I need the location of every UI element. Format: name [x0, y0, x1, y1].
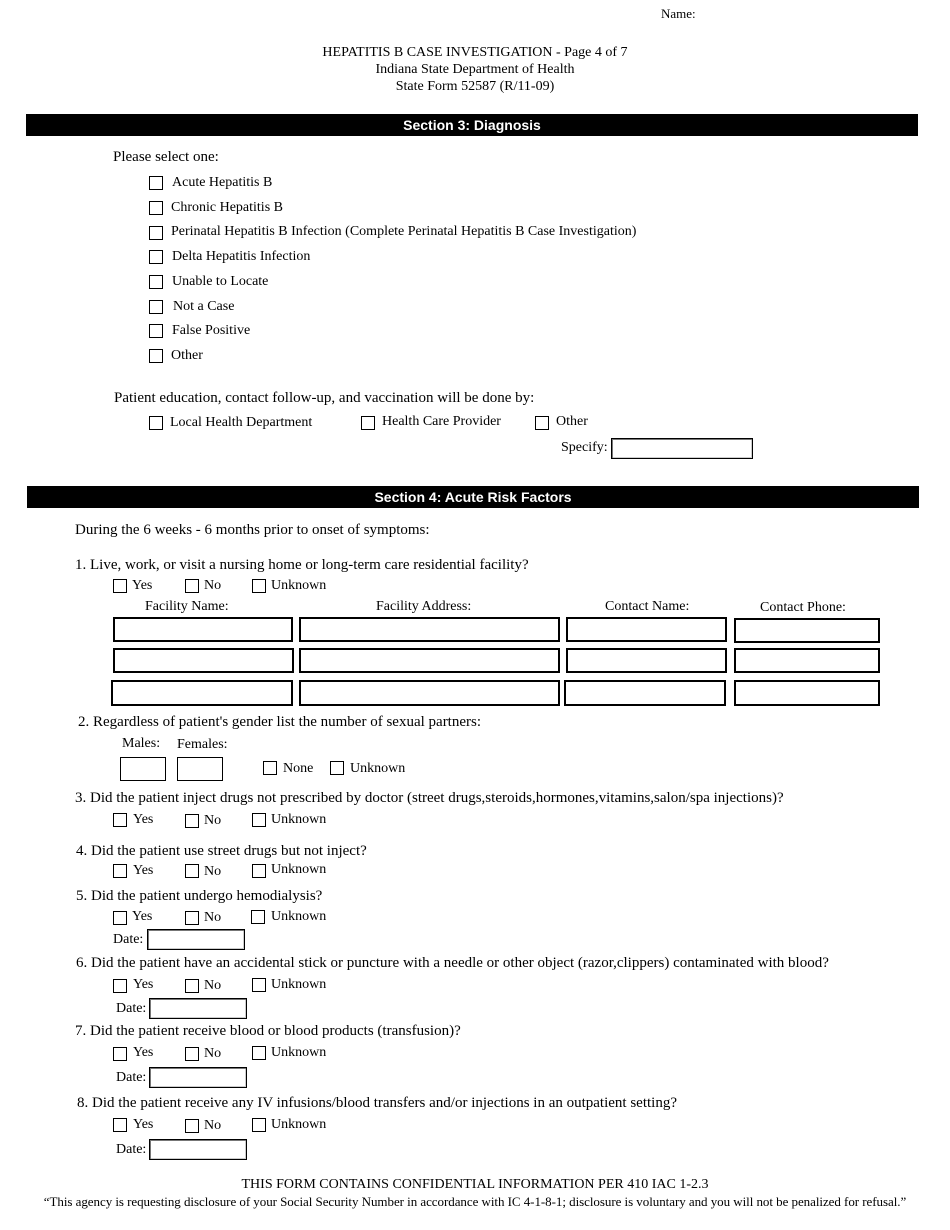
- date-label: Date:: [113, 932, 144, 947]
- facility-address-input-2[interactable]: [299, 648, 560, 673]
- unknown-label: Unknown: [271, 977, 327, 992]
- no-label: No: [204, 1118, 222, 1133]
- q8-no-checkbox[interactable]: [185, 1119, 199, 1133]
- q3-no-checkbox[interactable]: [185, 814, 199, 828]
- q6-unknown-checkbox[interactable]: [252, 978, 266, 992]
- form-number: State Form 52587 (R/11-09): [395, 79, 555, 94]
- yes-label: Yes: [133, 977, 154, 992]
- q5-date-input[interactable]: [147, 929, 245, 950]
- option-label: Chronic Hepatitis B: [171, 200, 283, 215]
- none-label: None: [283, 761, 314, 776]
- checkbox-acute-hepatitis-b[interactable]: [149, 176, 163, 190]
- specify-label: Specify:: [561, 440, 608, 455]
- no-label: No: [204, 978, 222, 993]
- no-label: No: [204, 578, 222, 593]
- question-6: 6. Did the patient have an accidental stick or puncture with a needle or other object (razor,clippers) contaminated with blood?: [76, 955, 829, 971]
- contact-phone-header: Contact Phone:: [760, 600, 846, 615]
- q5-no-checkbox[interactable]: [185, 911, 199, 925]
- q4-yes-checkbox[interactable]: [113, 864, 127, 878]
- question-5: 5. Did the patient undergo hemodialysis?: [76, 888, 323, 904]
- question-2: 2. Regardless of patient's gender list the number of sexual partners:: [78, 714, 482, 730]
- males-count-input[interactable]: [120, 757, 166, 781]
- q3-unknown-checkbox[interactable]: [252, 813, 266, 827]
- yes-label: Yes: [133, 1117, 154, 1132]
- option-label: Unable to Locate: [172, 274, 269, 289]
- q2-none-checkbox[interactable]: [263, 761, 277, 775]
- checkbox-unable-to-locate[interactable]: [149, 275, 163, 289]
- option-label: Delta Hepatitis Infection: [172, 249, 311, 264]
- checkbox-health-care-provider[interactable]: [361, 416, 375, 430]
- checkbox-false-positive[interactable]: [149, 324, 163, 338]
- option-label: Perinatal Hepatitis B Infection (Complete Perinatal Hepatitis B Case Investigation): [171, 224, 637, 239]
- q6-no-checkbox[interactable]: [185, 979, 199, 993]
- no-label: No: [204, 1046, 222, 1061]
- question-1: 1. Live, work, or visit a nursing home or long-term care residential facility?: [75, 557, 529, 573]
- section3-header: Section 3: Diagnosis: [26, 114, 918, 136]
- yes-label: Yes: [132, 909, 153, 924]
- q6-date-input[interactable]: [149, 998, 247, 1019]
- checkbox-local-health-department[interactable]: [149, 416, 163, 430]
- q7-date-input[interactable]: [149, 1067, 247, 1088]
- facility-address-input-1[interactable]: [299, 617, 560, 642]
- question-7: 7. Did the patient receive blood or blood products (transfusion)?: [75, 1023, 461, 1039]
- unknown-label: Unknown: [271, 578, 327, 593]
- q7-no-checkbox[interactable]: [185, 1047, 199, 1061]
- name-label: Name:: [661, 6, 696, 21]
- males-label: Males:: [122, 736, 161, 751]
- unknown-label: Unknown: [271, 909, 327, 924]
- form-title: HEPATITIS B CASE INVESTIGATION - Page 4 of 7: [322, 45, 628, 60]
- diagnosis-prompt: Please select one:: [113, 149, 219, 165]
- checkbox-other-diagnosis[interactable]: [149, 349, 163, 363]
- checkbox-perinatal-hepatitis-b[interactable]: [149, 226, 163, 240]
- q2-unknown-checkbox[interactable]: [330, 761, 344, 775]
- date-label: Date:: [116, 1001, 147, 1016]
- facility-address-input-3[interactable]: [299, 680, 560, 706]
- facility-name-input-2[interactable]: [113, 648, 294, 673]
- section4-header: Section 4: Acute Risk Factors: [27, 486, 919, 508]
- confidential-notice: THIS FORM CONTAINS CONFIDENTIAL INFORMATION PER 410 IAC 1-2.3: [241, 1177, 709, 1192]
- facility-name-input-1[interactable]: [113, 617, 293, 642]
- contact-name-header: Contact Name:: [605, 599, 690, 614]
- facility-name-input-3[interactable]: [111, 680, 293, 706]
- question-4: 4. Did the patient use street drugs but not inject?: [76, 843, 367, 859]
- facility-address-header: Facility Address:: [376, 599, 472, 614]
- q1-no-checkbox[interactable]: [185, 579, 199, 593]
- q7-unknown-checkbox[interactable]: [252, 1046, 266, 1060]
- q5-unknown-checkbox[interactable]: [251, 910, 265, 924]
- unknown-label: Unknown: [271, 1117, 327, 1132]
- unknown-label: Unknown: [271, 812, 327, 827]
- contact-phone-input-2[interactable]: [734, 648, 880, 673]
- q8-unknown-checkbox[interactable]: [252, 1118, 266, 1132]
- contact-name-input-3[interactable]: [564, 680, 726, 706]
- checkbox-followup-other[interactable]: [535, 416, 549, 430]
- yes-label: Yes: [133, 1045, 154, 1060]
- females-label: Females:: [177, 737, 228, 752]
- checkbox-chronic-hepatitis-b[interactable]: [149, 201, 163, 215]
- question-8: 8. Did the patient receive any IV infusions/blood transfers and/or injections in an outpatient setting?: [77, 1095, 677, 1111]
- no-label: No: [204, 813, 222, 828]
- followup-prompt: Patient education, contact follow-up, and vaccination will be done by:: [114, 390, 535, 406]
- followup-label: Local Health Department: [170, 415, 313, 430]
- q3-yes-checkbox[interactable]: [113, 813, 127, 827]
- checkbox-not-a-case[interactable]: [149, 300, 163, 314]
- specify-input[interactable]: [611, 438, 753, 459]
- question-3: 3. Did the patient inject drugs not prescribed by doctor (street drugs,steroids,hormones,vitamins,salon/spa injections)?: [75, 790, 784, 806]
- q1-yes-checkbox[interactable]: [113, 579, 127, 593]
- q7-yes-checkbox[interactable]: [113, 1047, 127, 1061]
- unknown-label: Unknown: [350, 761, 406, 776]
- ssn-notice: “This agency is requesting disclosure of your Social Security Number in accordance with IC 4-1-8-1; disclosure is voluntary and you will not be penalized for refusal.”: [43, 1194, 907, 1209]
- date-label: Date:: [116, 1142, 147, 1157]
- agency-name: Indiana State Department of Health: [375, 62, 575, 77]
- no-label: No: [204, 864, 222, 879]
- yes-label: Yes: [132, 578, 153, 593]
- checkbox-delta-hepatitis[interactable]: [149, 250, 163, 264]
- unknown-label: Unknown: [271, 1045, 327, 1060]
- followup-label: Other: [556, 414, 588, 429]
- contact-phone-input-3[interactable]: [734, 680, 880, 706]
- unknown-label: Unknown: [271, 862, 327, 877]
- option-label: Not a Case: [173, 299, 235, 314]
- no-label: No: [204, 910, 222, 925]
- q5-yes-checkbox[interactable]: [113, 911, 127, 925]
- q8-date-input[interactable]: [149, 1139, 247, 1160]
- q4-unknown-checkbox[interactable]: [252, 864, 266, 878]
- facility-name-header: Facility Name:: [145, 599, 229, 614]
- q8-yes-checkbox[interactable]: [113, 1118, 127, 1132]
- q1-unknown-checkbox[interactable]: [252, 579, 266, 593]
- followup-label: Health Care Provider: [382, 414, 501, 429]
- females-count-input[interactable]: [177, 757, 223, 781]
- option-label: False Positive: [172, 323, 251, 338]
- contact-name-input-1[interactable]: [566, 617, 727, 642]
- q4-no-checkbox[interactable]: [185, 864, 199, 878]
- yes-label: Yes: [133, 812, 154, 827]
- option-label: Acute Hepatitis B: [172, 175, 273, 190]
- date-label: Date:: [116, 1070, 147, 1085]
- yes-label: Yes: [133, 863, 154, 878]
- contact-name-input-2[interactable]: [566, 648, 727, 673]
- contact-phone-input-1[interactable]: [734, 618, 880, 643]
- q6-yes-checkbox[interactable]: [113, 979, 127, 993]
- option-label: Other: [171, 348, 203, 363]
- risk-intro: During the 6 weeks - 6 months prior to onset of symptoms:: [75, 522, 430, 538]
